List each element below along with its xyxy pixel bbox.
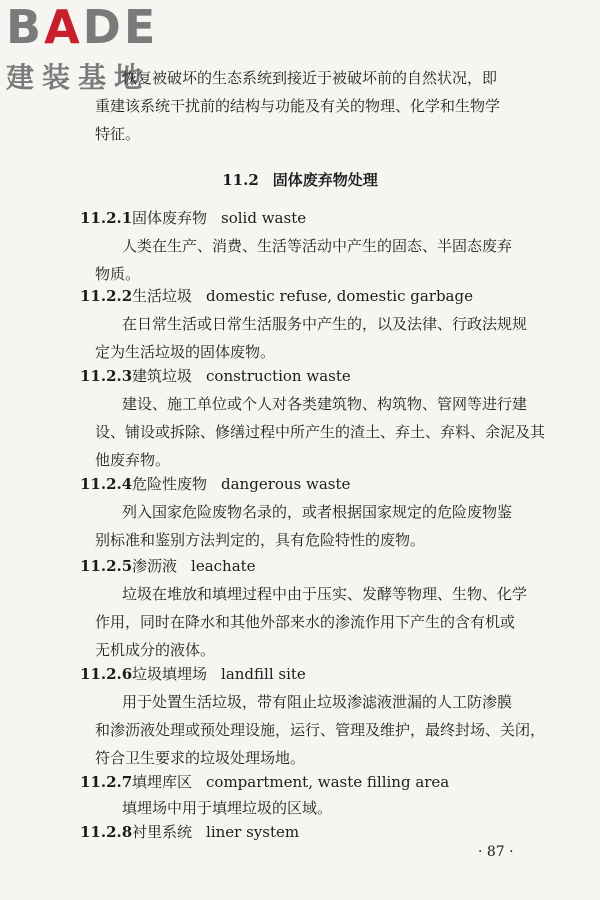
definition-line: 用于处置生活垃圾，带有阻止垃圾渗滤液泄漏的人工防渗膜 [122, 693, 513, 711]
term-en: leachate [191, 557, 256, 575]
term-zh: 渗沥液 [132, 557, 178, 575]
term-zh: 衬里系统 [132, 823, 193, 841]
term-number: 11.2.8 [80, 823, 133, 841]
intro-line-2: 重建该系统干扰前的结构与功能及有关的物理、化学和生物学 [95, 97, 501, 115]
term-en: landfill site [221, 665, 306, 683]
term-heading [80, 662, 306, 686]
definition-line: 建设、施工单位或个人对各类建筑物、构筑物、管网等进行建 [122, 395, 528, 413]
term-heading [80, 472, 350, 496]
intro-line-1: 恢复被破坏的生态系统到接近于被破坏前的自然状况，即 [122, 69, 498, 87]
term-number: 11.2.3 [80, 367, 133, 385]
term-number: 11.2.1 [80, 209, 133, 227]
term-zh: 生活垃圾 [132, 287, 193, 305]
definition-line: 他废弃物。 [95, 451, 171, 469]
definition-line: 和渗沥液处理或预处理设施，运行、管理及维护，最终封场、关闭， [95, 721, 546, 739]
definition-line: 在日常生活或日常生活服务中产生的，以及法律、行政法规规 [122, 315, 528, 333]
term-heading [80, 770, 449, 794]
term-zh: 建筑垃圾 [132, 367, 193, 385]
definition-line: 符合卫生要求的垃圾处理场地。 [95, 749, 306, 767]
term-zh: 固体废弃物 [132, 209, 208, 227]
definition-line: 无机成分的液体。 [95, 641, 216, 659]
definition-line: 别标准和鉴别方法判定的，具有危险特性的废物。 [95, 531, 426, 549]
logo-wordmark: BADE [6, 0, 159, 54]
term-zh: 填埋库区 [132, 773, 193, 791]
term-en: dangerous waste [221, 475, 351, 493]
definition-line: 设、铺设或拆除、修缮过程中所产生的渣土、弃土、弃料、余泥及其 [95, 423, 546, 441]
section-heading [0, 168, 600, 192]
term-number: 11.2.5 [80, 557, 133, 575]
term-number: 11.2.2 [80, 287, 133, 305]
definition-line: 列入国家危险废物名录的，或者根据国家规定的危险废物鉴 [122, 503, 513, 521]
definition-line: 垃圾在堆放和填埋过程中由于压实、发酵等物理、生物、化学 [122, 585, 528, 603]
term-en: solid waste [221, 209, 307, 227]
definition-line: 填埋场中用于填埋垃圾的区域。 [122, 799, 333, 817]
term-heading [80, 284, 473, 308]
term-en: compartment, waste filling area [206, 773, 450, 791]
page-number: · 87 · [478, 844, 514, 860]
term-zh: 垃圾填埋场 [132, 665, 208, 683]
definition-line: 作用，同时在降水和其他外部来水的渗流作用下产生的含有机或 [95, 613, 516, 631]
section-title: 固体废弃物处理 [272, 171, 378, 189]
logo-cn-text: 建装基地 [6, 61, 151, 94]
definition-line: 物质。 [95, 265, 141, 283]
term-heading [80, 820, 299, 844]
definition-line: 定为生活垃圾的固体废物。 [95, 343, 276, 361]
term-zh: 危险性废物 [132, 475, 208, 493]
term-heading [80, 206, 306, 230]
term-number: 11.2.7 [80, 773, 133, 791]
term-number: 11.2.4 [80, 475, 133, 493]
term-en: liner system [206, 823, 300, 841]
intro-line-3: 特征。 [95, 125, 141, 143]
term-en: construction waste [206, 367, 351, 385]
term-heading [80, 364, 351, 388]
definition-line: 人类在生产、消费、生活等活动中产生的固态、半固态废弃 [122, 237, 513, 255]
term-number: 11.2.6 [80, 665, 133, 683]
section-number: 11.2 [222, 171, 259, 189]
term-en: domestic refuse, domestic garbage [206, 287, 473, 305]
term-heading [80, 554, 256, 578]
